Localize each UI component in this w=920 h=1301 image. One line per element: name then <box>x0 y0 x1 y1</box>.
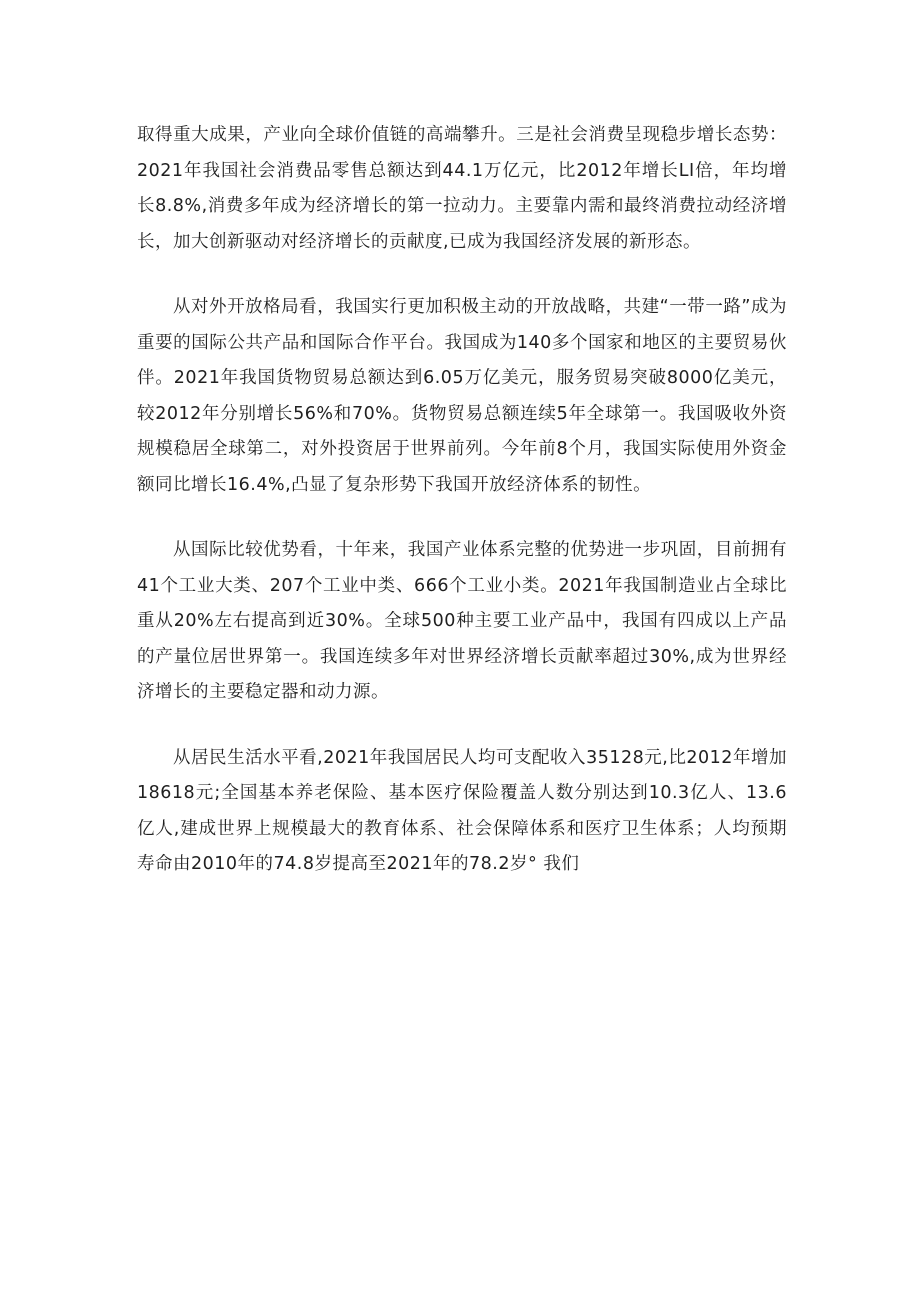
document-body <box>137 118 787 913</box>
paragraph-living-standards: 从居民生活水平看,2021年我国居民人均可支配收入35128元,比2012年增加18618元;全国基本养老保险、基本医疗保险覆盖人数分别达到10.3亿人、13.6亿人,建成世界上规模最大的教育体系、社会保障体系和医疗卫生体系；人均预期寿命由2010年的74.8岁提高至2021年的78.2岁° 我们 <box>137 747 787 874</box>
paragraph-opening-up: 从对外开放格局看，我国实行更加积极主动的开放战略，共建“一带一路”成为重要的国际公共产品和国际合作平台。我国成为140多个国家和地区的主要贸易伙伴。2021年我国货物贸易总额达到6.05万亿美元，服务贸易突破8000亿美元，较2012年分别增长56%和70%。货物贸易总额连续5年全球第一。我国吸收外资规模稳居全球第二，对外投资居于世界前列。今年前8个月，我国实际使用外资金额同比增长16.4%,凸显了复杂形势下我国开放经济体系的韧性。 <box>137 297 787 495</box>
paragraph-international-advantage: 从国际比较优势看，十年来，我国产业体系完整的优势进一步巩固，目前拥有41个工业大类、207个工业中类、666个工业小类。2021年我国制造业占全球比重从20%左右提高到近30%。全球500种主要工业产品中，我国有四成以上产品的产量位居世界第一。我国连续多年对世界经济增长贡献率超过30%,成为世界经济增长的主要稳定器和动力源。 <box>137 540 787 702</box>
paragraph-consumption-trend: 取得重大成果，产业向全球价值链的高端攀升。三是社会消费呈现稳步增长态势：2021年我国社会消费品零售总额达到44.1万亿元，比2012年增长LI倍，年均增长8.8%,消费多年成为经济增长的第一拉动力。主要靠内需和最终消费拉动经济增长，加大创新驱动对经济增长的贡献度,已成为我国经济发展的新形态。 <box>137 125 787 252</box>
